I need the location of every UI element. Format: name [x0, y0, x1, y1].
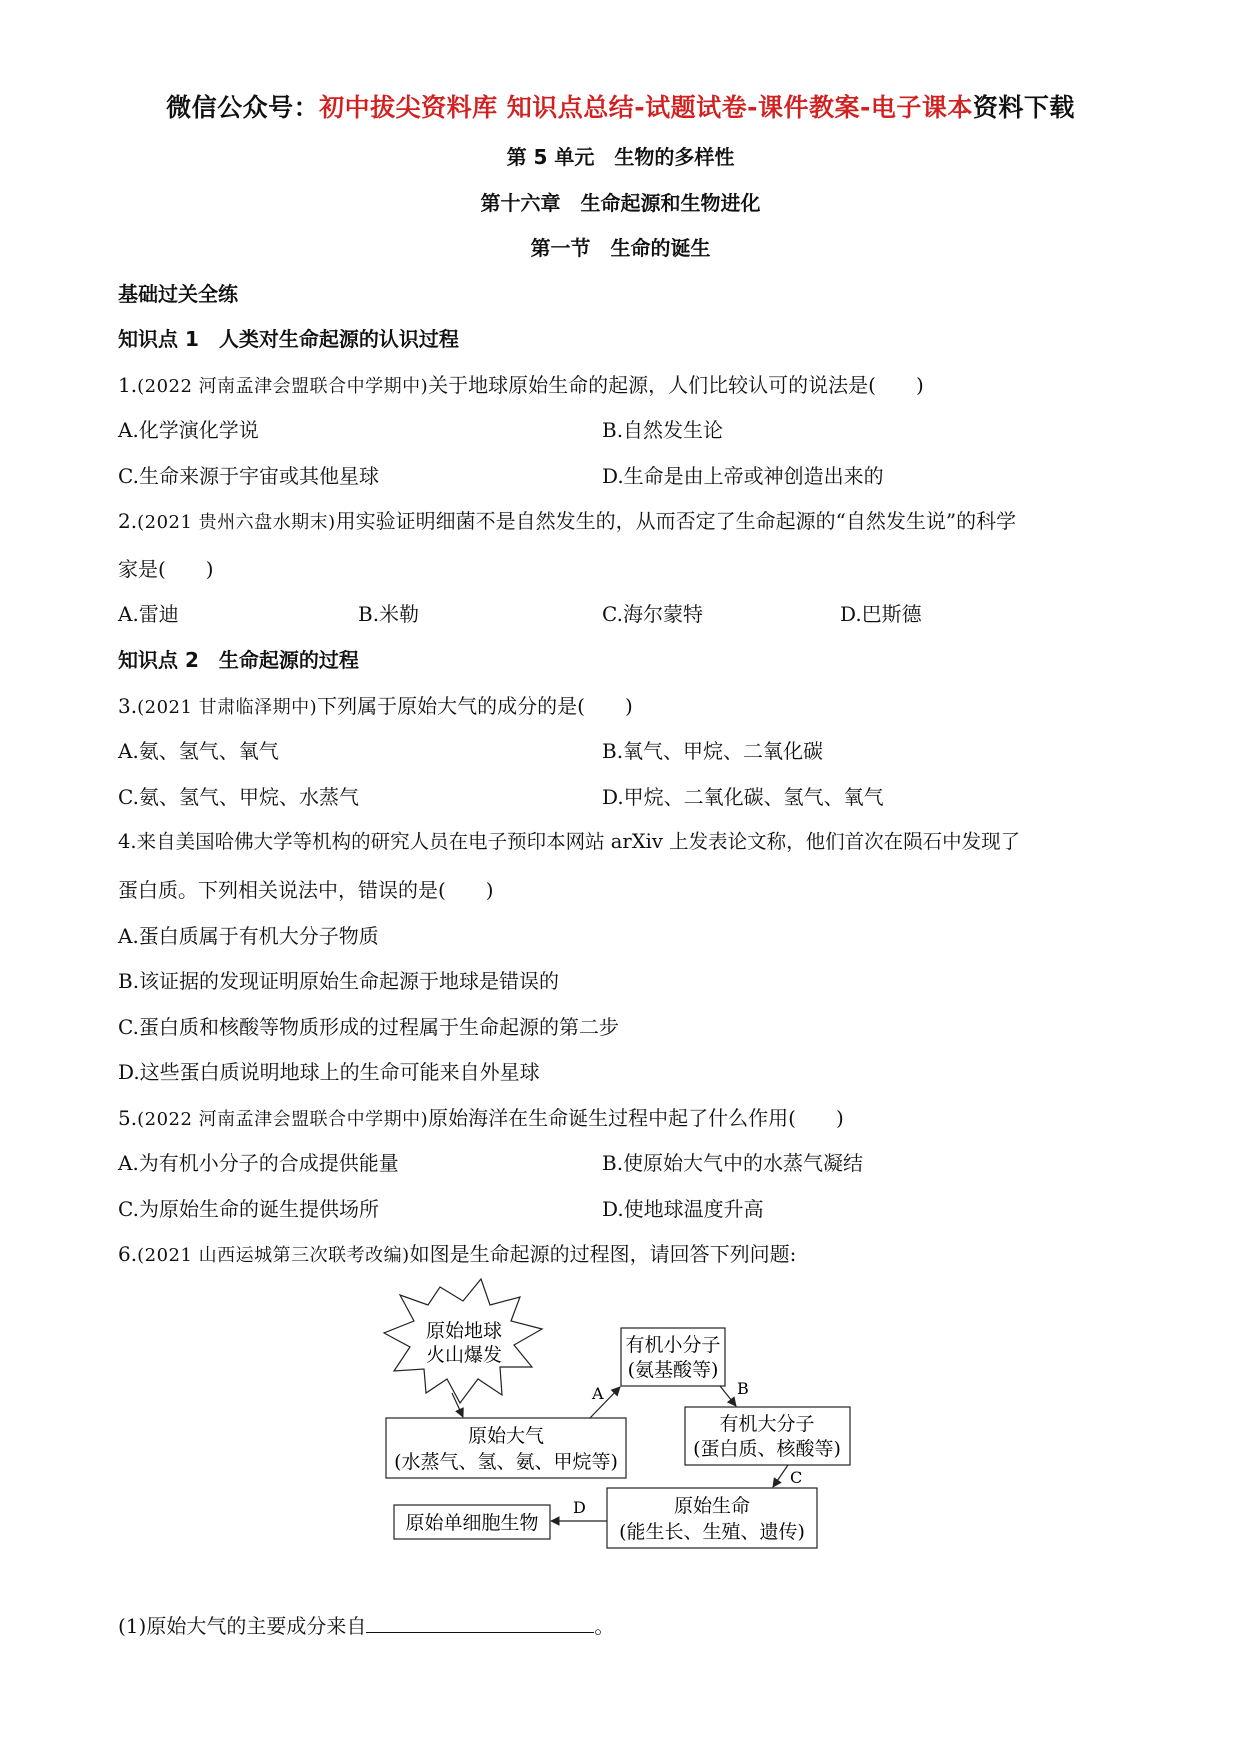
question-5-option-d: D.使地球温度升高	[602, 1197, 764, 1221]
life-origin-diagram	[380, 1275, 860, 1570]
question-3-option-a: A.氨、氢气、氧气	[118, 739, 279, 763]
arrow-b	[720, 1386, 736, 1406]
question-2-option-a: A.雷迪	[118, 602, 179, 626]
question-1-number: 1.	[118, 373, 138, 397]
burst-label-line-2: 火山爆发	[425, 1344, 503, 1366]
question-1-stem: 关于地球原始生命的起源，人们比较认可的说法是( )	[428, 373, 924, 397]
header-highlight: 初中拔尖资料库 知识点总结-试题试卷-课件教案-电子课本	[319, 93, 973, 122]
question-1-source: (2022 河南孟津会盟联合中学期中)	[137, 376, 429, 397]
question-5-option-b: B.使原始大气中的水蒸气凝结	[602, 1151, 864, 1175]
primitive-life-label-line-2: (能生长、生殖、遗传)	[619, 1521, 805, 1543]
question-3-option-b: B.氧气、甲烷、二氧化碳	[602, 739, 824, 763]
section-title: 第一节 生命的诞生	[530, 236, 711, 260]
question-2-number: 2.	[118, 509, 138, 533]
question-3-stem: 下列属于原始大气的成分的是( )	[317, 694, 633, 718]
small-molecules-label-line-2: (氨基酸等)	[627, 1359, 719, 1381]
question-2-source: (2021 贵州六盘水期末)	[137, 512, 336, 533]
question-6-stem: 如图是生命起源的过程图，请回答下列问题:	[409, 1242, 797, 1266]
question-3-source: (2021 甘肃临泽期中)	[137, 697, 318, 718]
burst-label-line-1: 原始地球	[425, 1320, 503, 1342]
question-5-source: (2022 河南孟津会盟联合中学期中)	[137, 1109, 429, 1130]
arrow-a-label: A	[592, 1384, 604, 1403]
primitive-life-label-line-1: 原始生命	[673, 1495, 751, 1517]
question-2	[118, 505, 1016, 534]
large-molecules-label-line-2: (蛋白质、核酸等)	[693, 1438, 841, 1460]
question-1-option-d: D.生命是由上帝或神创造出来的	[602, 464, 884, 488]
large-molecules-label-line-1: 有机大分子	[719, 1413, 815, 1435]
question-6-source: (2021 山西运城第三次联考改编)	[137, 1245, 410, 1266]
question-4-option-d: D.这些蛋白质说明地球上的生命可能来自外星球	[118, 1060, 540, 1084]
question-2-option-b: B.米勒	[358, 602, 420, 626]
question-6-sub-1-text: (1)原始大气的主要成分来自	[118, 1614, 367, 1638]
question-5-number: 5.	[118, 1106, 138, 1130]
header-prefix: 微信公众号：	[166, 93, 320, 122]
atmosphere-label-line-1: 原始大气	[467, 1425, 545, 1447]
header-suffix: 资料下载	[972, 93, 1075, 122]
question-2-option-d: D.巴斯德	[840, 602, 922, 626]
question-4-option-b: B.该证据的发现证明原始生命起源于地球是错误的	[118, 969, 560, 993]
atmosphere-label-line-2: (水蒸气、氢、氨、甲烷等)	[394, 1451, 618, 1473]
chapter-title: 第十六章 生命起源和生物进化	[480, 191, 761, 215]
knowledge-point-1: 知识点 1 人类对生命起源的认识过程	[118, 327, 459, 351]
question-6-sub-1-end: 。	[594, 1614, 615, 1638]
question-4-option-c: C.蛋白质和核酸等物质形成的过程属于生命起源的第二步	[118, 1015, 619, 1039]
arrow-d-label: D	[573, 1498, 586, 1517]
question-6-sub-1	[118, 1610, 614, 1639]
question-4-stem-cont: 蛋白质。下列相关说法中，错误的是( )	[118, 878, 494, 902]
question-3-option-d: D.甲烷、二氧化碳、氢气、氧气	[602, 785, 884, 809]
question-1-option-a: A.化学演化学说	[118, 418, 259, 442]
small-molecules-label-line-1: 有机小分子	[625, 1334, 721, 1356]
question-1-option-b: B.自然发生论	[602, 418, 724, 442]
question-6	[118, 1238, 796, 1267]
question-2-stem: 用实验证明细菌不是自然发生的，从而否定了生命起源的“自然发生说”的科学	[335, 509, 1017, 533]
question-1-option-c: C.生命来源于宇宙或其他星球	[118, 464, 379, 488]
question-4-stem: 4.来自美国哈佛大学等机构的研究人员在电子预印本网站 arXiv 上发表论文称，他们首次在陨石中发现了	[118, 830, 1021, 853]
question-2-option-c: C.海尔蒙特	[602, 602, 703, 626]
section-label: 基础过关全练	[118, 282, 238, 306]
knowledge-point-2: 知识点 2 生命起源的过程	[118, 648, 359, 672]
arrow-c-label: C	[790, 1468, 803, 1487]
question-5-option-c: C.为原始生命的诞生提供场所	[118, 1197, 379, 1221]
question-3-option-c: C.氨、氢气、甲烷、水蒸气	[118, 785, 359, 809]
question-5	[118, 1102, 844, 1131]
question-1	[118, 369, 924, 398]
question-3-number: 3.	[118, 694, 138, 718]
single-cell-label: 原始单细胞生物	[405, 1512, 539, 1534]
page-header-banner	[0, 88, 1241, 124]
question-4-option-a: A.蛋白质属于有机大分子物质	[118, 924, 379, 948]
question-2-stem-cont: 家是( )	[118, 557, 214, 581]
question-5-option-a: A.为有机小分子的合成提供能量	[118, 1151, 399, 1175]
question-5-stem: 原始海洋在生命诞生过程中起了什么作用( )	[428, 1106, 844, 1130]
arrow-b-label: B	[737, 1379, 749, 1398]
question-3	[118, 690, 633, 719]
answer-blank[interactable]	[366, 1612, 594, 1633]
arrow-c	[773, 1465, 788, 1487]
unit-title: 第 5 单元 生物的多样性	[506, 145, 735, 169]
question-6-number: 6.	[118, 1242, 138, 1266]
